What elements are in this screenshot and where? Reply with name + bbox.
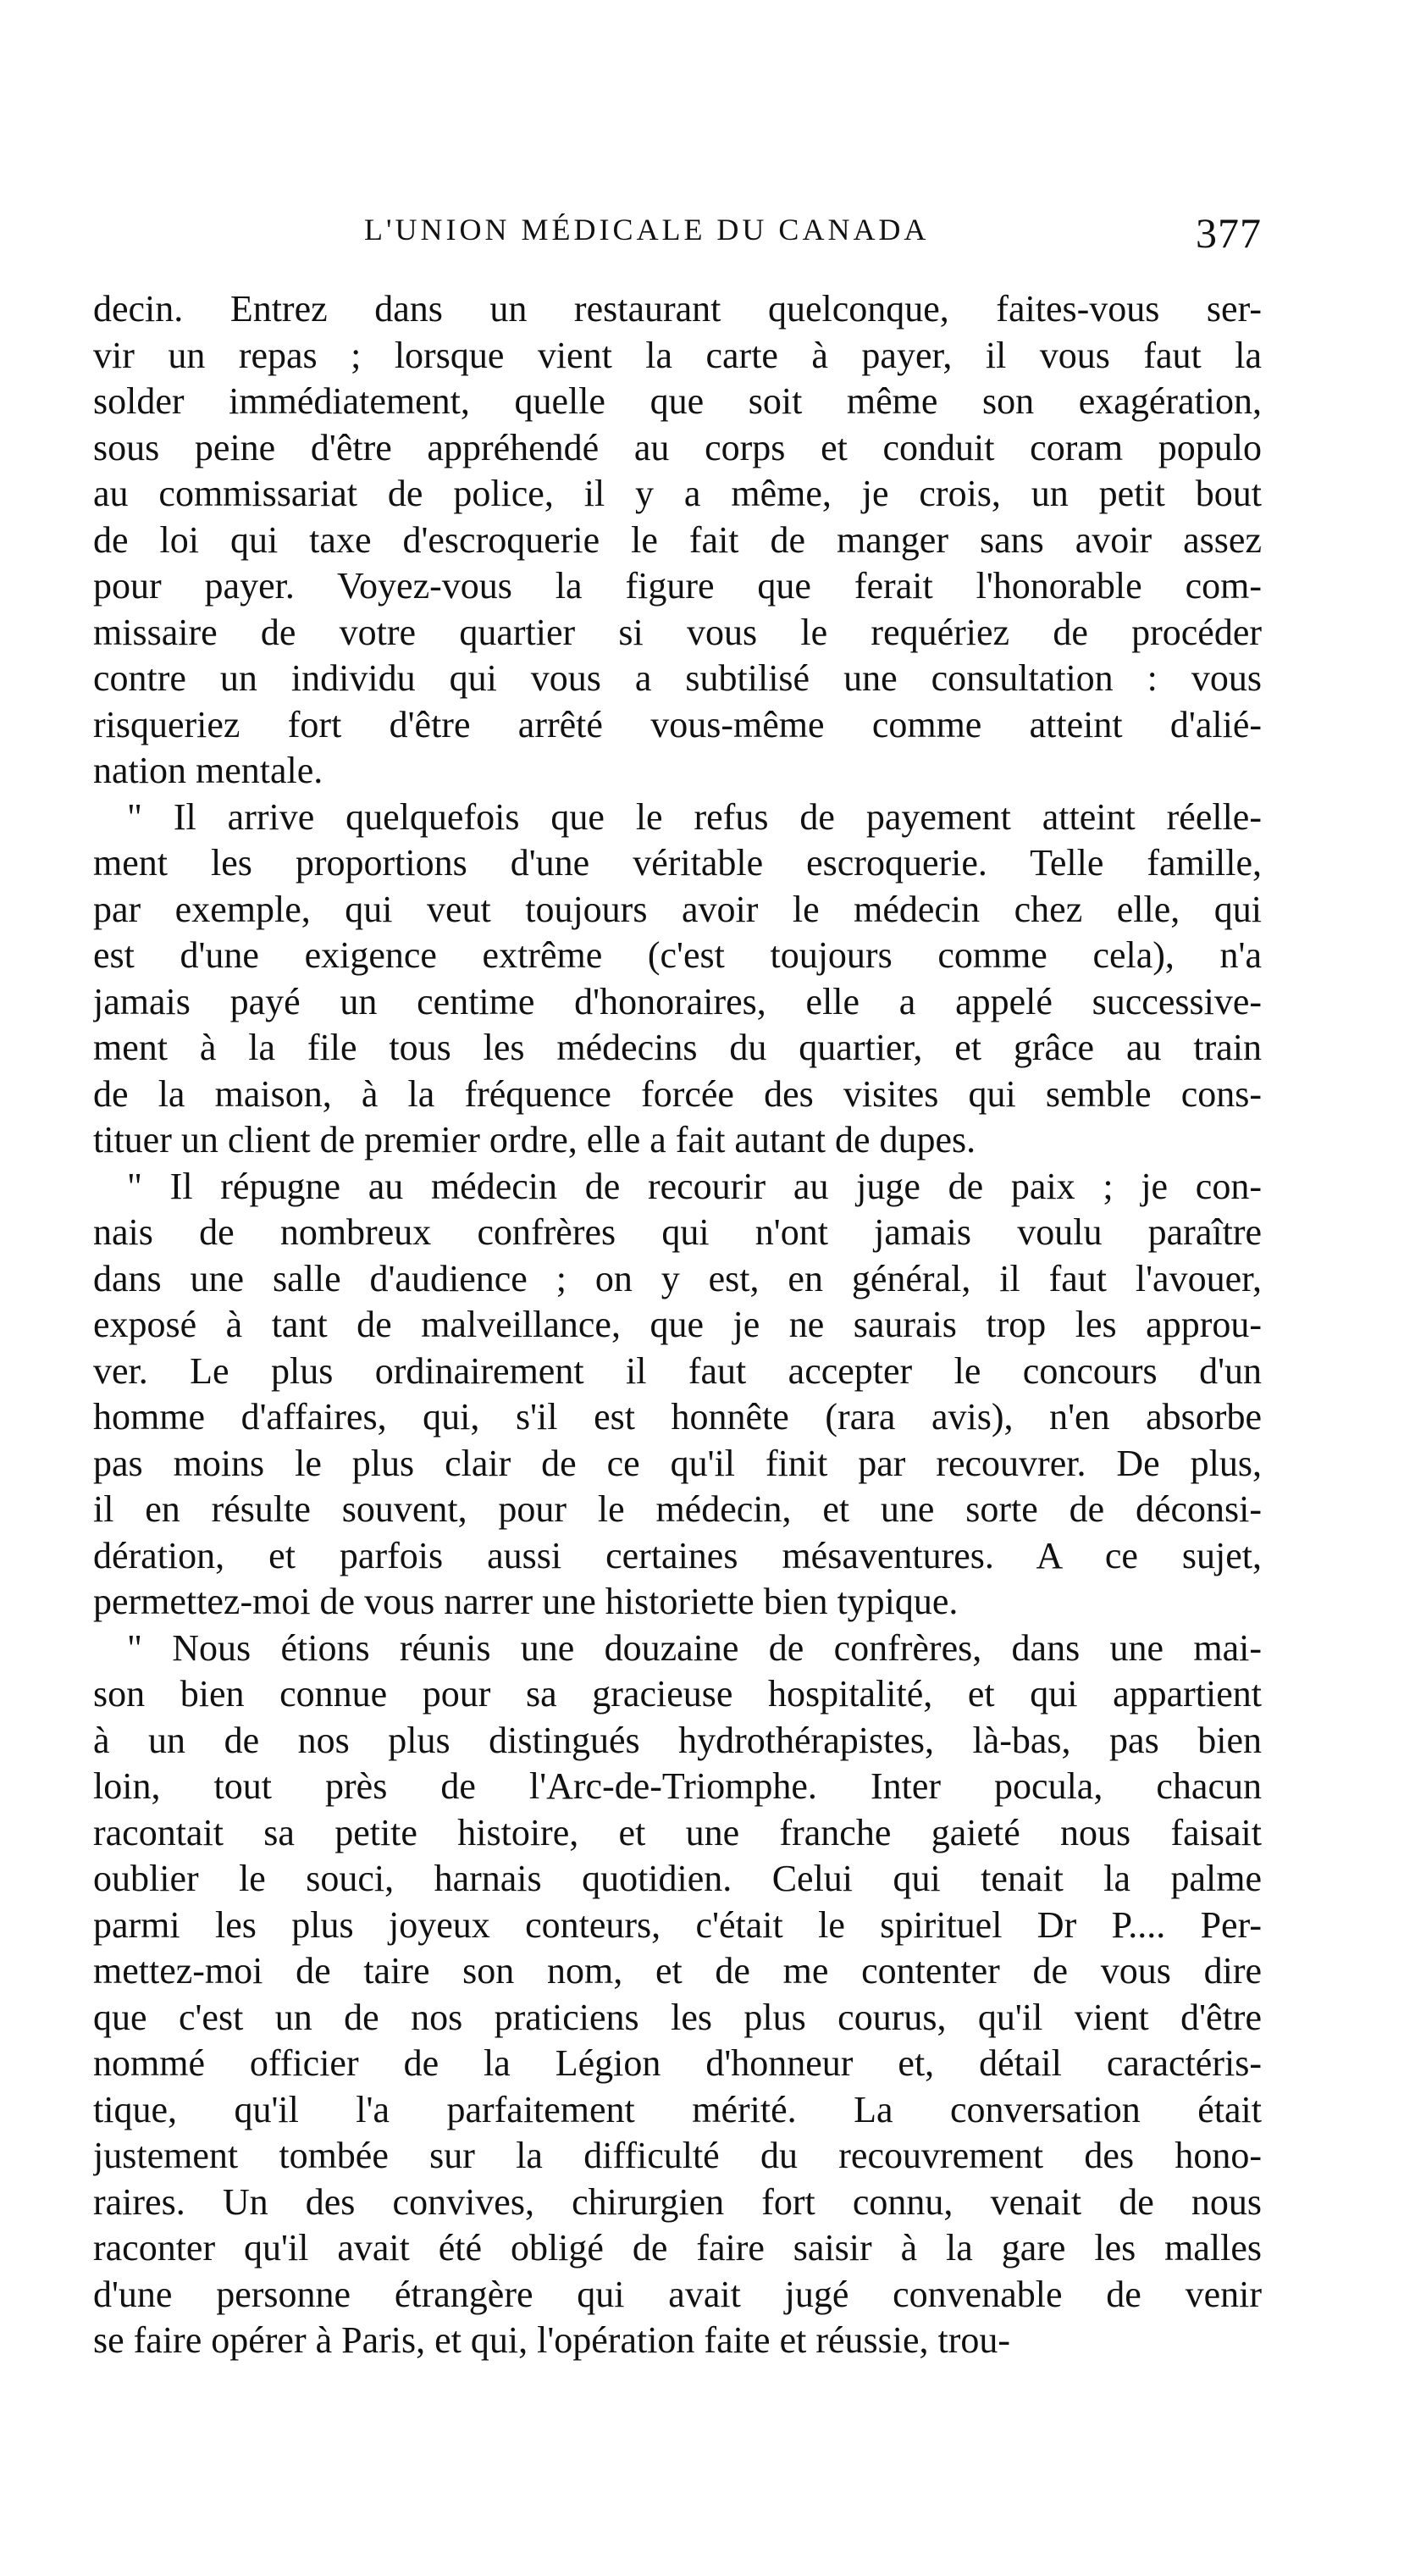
text-line: oublier le souci, harnais quotidien. Celui qui tenait la palme — [93, 1858, 1262, 1899]
text-line: exposé à tant de malveillance, que je ne saurais trop les approu- — [93, 1304, 1262, 1345]
text-line: solder immédiatement, quelle que soit même son exagération, — [93, 380, 1262, 422]
text-line: dans une salle d'audience ; on y est, en général, il faut l'avouer, — [93, 1257, 1262, 1299]
text-line: dération, et parfois aussi certaines mésaventures. A ce sujet, — [93, 1534, 1262, 1576]
text-line: justement tombée sur la difficulté du recouvrement des hono- — [93, 2135, 1262, 2176]
text-line: tique, qu'il l'a parfaitement mérité. La conversation était — [93, 2088, 1262, 2130]
text-line: nation mentale. — [93, 750, 323, 791]
text-line: vir un repas ; lorsque vient la carte à payer, il vous faut la — [93, 334, 1262, 376]
running-title: L'UNION MÉDICALE DU CANADA — [364, 213, 930, 247]
text-line: de loi qui taxe d'escroquerie le fait de manger sans avoir assez — [93, 518, 1262, 561]
text-line: nommé officier de la Légion d'honneur et, détail caractéris- — [93, 2042, 1262, 2084]
text-line: est d'une exigence extrême (c'est toujours comme cela), n'a — [93, 934, 1262, 976]
body-text — [93, 286, 1262, 2364]
text-line: parmi les plus joyeux conteurs, c'était le spirituel Dr P.... Per- — [93, 1903, 1262, 1946]
text-line: mettez-moi de taire son nom, et de me contenter de vous dire — [93, 1950, 1262, 1992]
text-line: d'une personne étrangère qui avait jugé convenable de venir — [93, 2273, 1262, 2315]
text-line: ver. Le plus ordinairement il faut accepter le concours d'un — [93, 1349, 1262, 1392]
text-line: decin. Entrez dans un restaurant quelconque, faites-vous ser- — [93, 288, 1262, 330]
text-line: permettez-moi de vous narrer une historiette bien typique. — [93, 1581, 959, 1622]
text-line: il en résulte souvent, pour le médecin, et une sorte de déconsi- — [93, 1488, 1262, 1530]
text-line: tituer un client de premier ordre, elle a fait autant de dupes. — [93, 1119, 976, 1161]
page-header — [102, 209, 1262, 263]
text-line: que c'est un de nos praticiens les plus courus, qu'il vient d'être — [93, 1996, 1262, 2038]
text-line: homme d'affaires, qui, s'il est honnête (rara avis), n'en absorbe — [93, 1396, 1262, 1438]
text-line: nais de nombreux confrères qui n'ont jamais voulu paraître — [93, 1211, 1262, 1253]
text-line: " Il arrive quelquefois que le refus de payement atteint réelle- — [127, 795, 1262, 838]
text-line: de la maison, à la fréquence forcée des visites qui semble cons- — [93, 1072, 1262, 1115]
text-line: racontait sa petite histoire, et une franche gaieté nous faisait — [93, 1811, 1262, 1853]
text-line: ment les proportions d'une véritable escroquerie. Telle famille, — [93, 842, 1262, 884]
text-line: " Il répugne au médecin de recourir au juge de paix ; je con- — [127, 1165, 1262, 1207]
text-line: pour payer. Voyez-vous la figure que ferait l'honorable com- — [93, 565, 1262, 607]
text-line: son bien connue pour sa gracieuse hospitalité, et qui appartient — [93, 1673, 1262, 1715]
text-line: jamais payé un centime d'honoraires, elle a appelé successive- — [93, 980, 1262, 1022]
text-line: pas moins le plus clair de ce qu'il finit par recouvrer. De plus, — [93, 1442, 1262, 1484]
text-line: " Nous étions réunis une douzaine de confrères, dans une mai- — [127, 1626, 1262, 1669]
text-line: missaire de votre quartier si vous le requériez de procéder — [93, 611, 1262, 653]
text-line: contre un individu qui vous a subtilisé une consultation : vous — [93, 657, 1262, 699]
text-line: risqueriez fort d'être arrêté vous-même comme atteint d'alié- — [93, 703, 1262, 745]
text-line: au commissariat de police, il y a même, je crois, un petit bout — [93, 473, 1262, 514]
text-line: à un de nos plus distingués hydrothérapistes, là-bas, pas bien — [93, 1719, 1262, 1761]
text-line: ment à la file tous les médecins du quartier, et grâce au train — [93, 1027, 1262, 1068]
page-number: 377 — [1196, 209, 1262, 257]
text-line: loin, tout près de l'Arc-de-Triomphe. Inter pocula, chacun — [93, 1765, 1262, 1807]
text-line: sous peine d'être appréhendé au corps et conduit coram populo — [93, 426, 1262, 468]
text-line: se faire opérer à Paris, et qui, l'opération faite et réussie, trou- — [93, 2319, 1011, 2361]
text-line: raconter qu'il avait été obligé de faire saisir à la gare les malles — [93, 2227, 1262, 2269]
text-line: raires. Un des convives, chirurgien fort connu, venait de nous — [93, 2180, 1262, 2223]
text-line: par exemple, qui veut toujours avoir le médecin chez elle, qui — [93, 888, 1262, 930]
